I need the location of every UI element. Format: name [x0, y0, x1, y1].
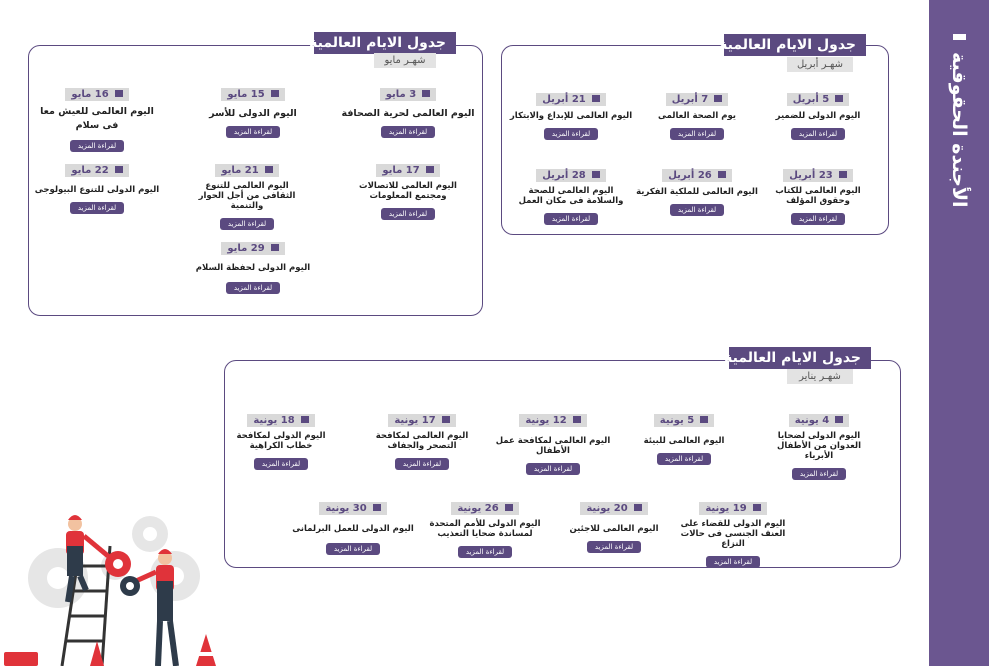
april-title: جدول الايام العالمية	[724, 34, 866, 56]
cone-icon	[196, 634, 216, 666]
event-name: اليوم العالمى لمكافحة عمل الأطفال	[495, 436, 611, 456]
event-date: 20 يونية	[580, 502, 647, 515]
bar-icon	[953, 34, 966, 40]
event-name: اليوم الدولى للأسر	[209, 108, 297, 119]
calendar-icon	[634, 504, 642, 511]
calendar-icon	[700, 416, 708, 423]
sidebar-title: الأجندة الحقوقية	[948, 52, 970, 208]
read-more-button[interactable]: لقراءة المزيد	[670, 128, 724, 140]
calendar-icon	[505, 504, 513, 511]
event-date: 19 يونية	[699, 502, 766, 515]
calendar-icon	[714, 95, 722, 102]
event-date: 7 أبريل	[666, 93, 729, 106]
event-name: اليوم العالمى للملكية الفكرية	[636, 187, 758, 197]
list-item	[347, 408, 497, 470]
list-item	[178, 236, 328, 294]
toolbox-icon	[4, 652, 38, 666]
read-more-button[interactable]: لقراءة المزيد	[526, 463, 580, 475]
read-more-button[interactable]: لقراءة المزيد	[70, 202, 124, 214]
calendar-icon	[115, 90, 123, 97]
read-more-button[interactable]: لقراءة المزيد	[657, 453, 711, 465]
event-name: اليوم الدولى للتنوع البيولوجى	[34, 185, 160, 195]
calendar-icon	[753, 504, 761, 511]
calendar-icon	[373, 504, 381, 511]
event-name: اليوم العالمى للصحة والسلامة فى مكان العمل	[518, 186, 624, 206]
list-item	[22, 82, 172, 152]
calendar-icon	[592, 171, 600, 178]
read-more-button[interactable]: لقراءة المزيد	[381, 126, 435, 138]
event-date: 15 مايو	[221, 88, 284, 101]
event-date: 30 يونية	[319, 502, 386, 515]
event-date: 16 مايو	[65, 88, 128, 101]
event-date: 22 مايو	[65, 164, 128, 177]
event-name: اليوم الدولى للعمل البرلمانى	[292, 524, 414, 534]
event-date: 12 يونية	[519, 414, 586, 427]
read-more-button[interactable]: لقراءة المزيد	[670, 204, 724, 216]
read-more-button[interactable]: لقراءة المزيد	[587, 541, 641, 553]
list-item	[539, 496, 689, 553]
list-item	[278, 496, 428, 555]
event-date: 17 يونية	[388, 414, 455, 427]
read-more-button[interactable]: لقراءة المزيد	[254, 458, 308, 470]
may-subtitle: شهـر مايو	[374, 53, 436, 68]
event-name: اليوم الدولى لضحايا العدوان من الأطفال الأبرياء	[776, 431, 862, 461]
list-item	[609, 408, 759, 465]
read-more-button[interactable]: لقراءة المزيد	[791, 213, 845, 225]
dark-gear-icon	[120, 576, 140, 596]
event-name: اليوم العالمى للكتاب وحقوق المؤلف	[775, 186, 861, 206]
event-name: اليوم الدولى لمكافحة خطاب الكراهية	[236, 431, 326, 451]
read-more-button[interactable]: لقراءة المزيد	[326, 543, 380, 555]
event-date: 4 يونية	[789, 414, 849, 427]
event-date: 18 يونية	[247, 414, 314, 427]
may-title: جدول الايام العالمية	[314, 32, 456, 54]
sidebar-band	[929, 0, 989, 666]
list-item	[744, 408, 894, 480]
calendar-icon	[422, 90, 430, 97]
event-name: اليوم العالمى للاجئين	[569, 524, 659, 534]
calendar-icon	[271, 90, 279, 97]
event-date: 23 أبريل	[783, 169, 853, 182]
calendar-icon	[271, 244, 279, 251]
read-more-button[interactable]: لقراءة المزيد	[544, 213, 598, 225]
list-item	[333, 82, 483, 138]
read-more-button[interactable]: لقراءة المزيد	[458, 546, 512, 558]
event-date: 29 مايو	[221, 242, 284, 255]
calendar-icon	[442, 416, 450, 423]
event-name: اليوم الدولى للقضاء على العنف الجنسى فى حالات النزاع	[680, 519, 786, 549]
event-date: 26 يونية	[451, 502, 518, 515]
event-name: اليوم العالمى للعيش معا فى سلام	[40, 106, 154, 131]
read-more-button[interactable]: لقراءة المزيد	[706, 556, 760, 568]
calendar-icon	[265, 166, 273, 173]
event-name: اليوم العالمى للتنوع الثقافى من أجل الحوار والتنمية	[198, 181, 296, 211]
calendar-icon	[115, 166, 123, 173]
calendar-icon	[592, 95, 600, 102]
read-more-button[interactable]: لقراءة المزيد	[220, 218, 274, 230]
list-item	[206, 408, 356, 470]
list-item	[478, 408, 628, 475]
event-date: 5 أبريل	[787, 93, 850, 106]
event-name: اليوم العالمى لحرية الصحافة	[341, 108, 475, 119]
read-more-button[interactable]: لقراءة المزيد	[226, 126, 280, 138]
read-more-button[interactable]: لقراءة المزيد	[70, 140, 124, 152]
list-item	[410, 496, 560, 558]
list-item	[22, 158, 172, 214]
list-item	[496, 163, 646, 225]
event-date: 3 مايو	[380, 88, 436, 101]
event-date: 21 أبريل	[536, 93, 606, 106]
read-more-button[interactable]: لقراءة المزيد	[395, 458, 449, 470]
list-item	[178, 82, 328, 138]
calendar-icon	[839, 171, 847, 178]
read-more-button[interactable]: لقراءة المزيد	[792, 468, 846, 480]
event-name: اليوم الدولى للأمم المتحدة لمساندة ضحايا التعذيب	[429, 519, 541, 539]
read-more-button[interactable]: لقراءة المزيد	[791, 128, 845, 140]
june-title: جدول الايام العالمية	[729, 347, 871, 369]
read-more-button[interactable]: لقراءة المزيد	[381, 208, 435, 220]
worker-illustration	[0, 506, 230, 666]
event-name: اليوم الدولى للضمير	[775, 111, 861, 121]
calendar-icon	[573, 416, 581, 423]
event-name: اليوم العالمى للإبداع والابتكار	[509, 111, 633, 121]
event-name: يوم الصحة العالمى	[657, 111, 736, 121]
event-name: اليوم الدولى لحفظة السلام	[195, 263, 311, 273]
calendar-icon	[835, 416, 843, 423]
read-more-button[interactable]: لقراءة المزيد	[226, 282, 280, 294]
read-more-button[interactable]: لقراءة المزيد	[544, 128, 598, 140]
event-name: اليوم العالمى للبيئة	[643, 436, 725, 446]
april-subtitle: شهـر أبريل	[787, 57, 853, 72]
calendar-icon	[835, 95, 843, 102]
event-date: 21 مايو	[215, 164, 278, 177]
calendar-icon	[718, 171, 726, 178]
list-item	[172, 158, 322, 230]
event-date: 26 أبريل	[662, 169, 732, 182]
list-item	[333, 158, 483, 220]
event-date: 17 مايو	[376, 164, 439, 177]
calendar-icon	[426, 166, 434, 173]
event-date: 5 يونية	[654, 414, 714, 427]
june-subtitle: شهـر يناير	[787, 369, 853, 384]
list-item	[496, 87, 646, 140]
calendar-icon	[301, 416, 309, 423]
event-name: اليوم العالمى للاتصالات ومجتمع المعلومات	[359, 181, 457, 201]
event-date: 28 أبريل	[536, 169, 606, 182]
event-name: اليوم العالمى لمكافحة التصحر والجفاف	[375, 431, 469, 451]
